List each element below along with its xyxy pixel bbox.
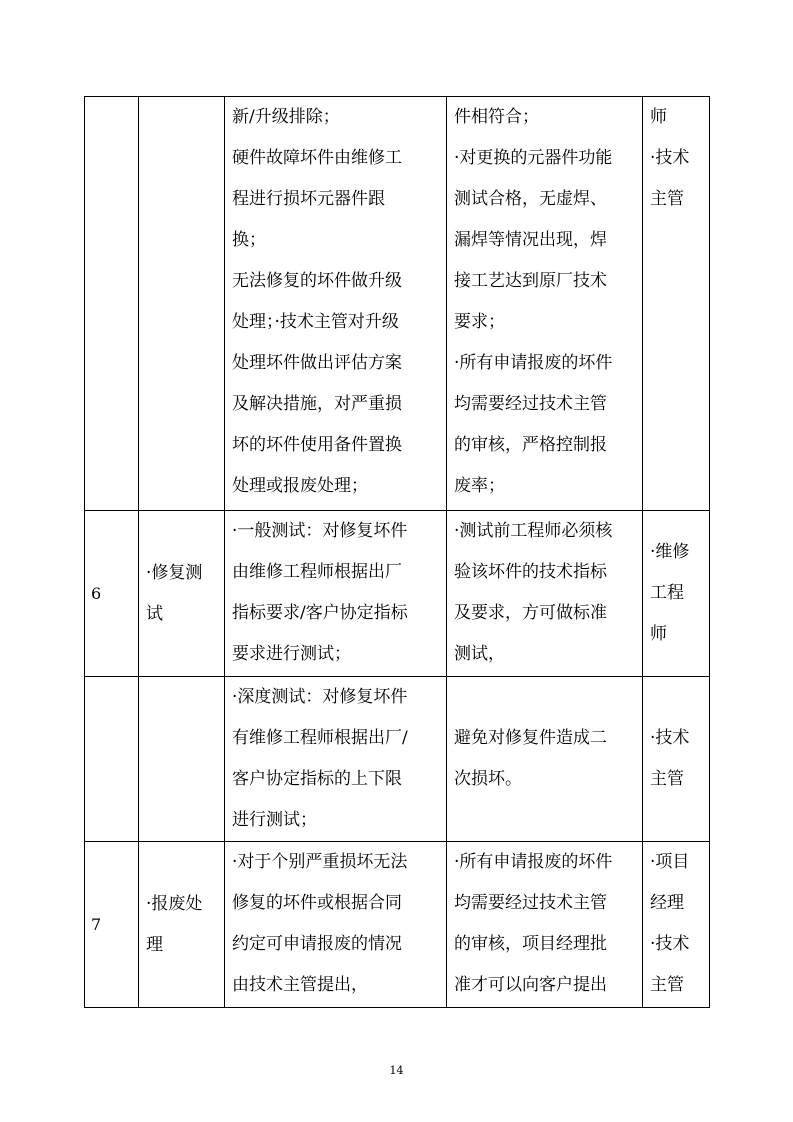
cell-number: [85, 842, 139, 1008]
table-row: [85, 677, 710, 842]
text-line: 及要求，方可做标准: [454, 603, 607, 623]
text-line: ·对更换的元器件功能: [454, 148, 613, 168]
table-row: [85, 842, 710, 1008]
cell-owner: [643, 842, 710, 1008]
text-line: 处理；·技术主管对升级: [232, 312, 399, 332]
text-line: ·测试前工程师必须核: [454, 521, 613, 541]
text-line: 指标要求/客户协定指标: [232, 603, 408, 623]
text-line: 约定可申请报废的情况: [232, 934, 402, 954]
text-line: ·维修: [650, 542, 690, 562]
text-line: 坏的坏件使用备件置换: [232, 435, 402, 455]
cell-method: [225, 842, 447, 1008]
text-line: 的审核，严格控制报: [454, 435, 607, 455]
text-line: 均需要经过技术主管: [454, 893, 607, 913]
text-line: 要求进行测试；: [232, 644, 351, 664]
cell-step: [139, 97, 225, 511]
text-line: ·项目: [650, 852, 690, 872]
text-line: 的审核，项目经理批: [454, 934, 607, 954]
text-line: 次损坏。: [454, 769, 522, 789]
text-line: 处理坏件做出评估方案: [232, 353, 402, 373]
cell-method: [225, 97, 447, 511]
step-number: 6: [91, 584, 102, 603]
text-line: 避免对修复件造成二: [454, 728, 607, 748]
text-line: 无法修复的坏件做升级: [232, 271, 402, 291]
cell-number: [85, 97, 139, 511]
text-line: 由技术主管提出，: [232, 975, 368, 995]
cell-step: [139, 842, 225, 1008]
text-line: ·修复测: [146, 562, 203, 583]
text-line: 有维修工程师根据出厂/: [232, 728, 408, 748]
text-line: 废率；: [454, 476, 505, 496]
text-line: ·一般测试：对修复坏件: [232, 521, 408, 541]
table-row: [85, 97, 710, 511]
text-line: 主管: [650, 769, 684, 789]
text-line: 经理: [650, 893, 684, 913]
text-line: ·所有申请报废的坏件: [454, 353, 613, 373]
text-line: 修复的坏件或根据合同: [232, 893, 402, 913]
text-line: 测试合格，无虚焊、: [454, 189, 607, 209]
text-line: 处理或报废处理；: [232, 476, 368, 496]
text-line: 客户协定指标的上下限: [232, 769, 402, 789]
text-line: ·所有申请报废的坏件: [454, 852, 613, 872]
text-line: ·技术: [650, 728, 690, 748]
text-line: 进行测试；: [232, 810, 317, 830]
text-line: 由维修工程师根据出厂: [232, 562, 402, 582]
cell-owner: [643, 677, 710, 842]
text-line: 师: [650, 624, 667, 644]
text-line: 程进行损坏元器件跟: [232, 189, 385, 209]
cell-method: [225, 511, 447, 677]
page-number: 14: [389, 1064, 404, 1077]
text-line: ·深度测试：对修复坏件: [232, 687, 408, 707]
text-line: ·技术: [650, 934, 690, 954]
text-line: ·对于个别严重损坏无法: [232, 852, 408, 872]
text-line: 漏焊等情况出现，焊: [454, 230, 607, 250]
cell-step: [139, 677, 225, 842]
text-line: 主管: [650, 975, 684, 995]
text-line: 换；: [232, 230, 266, 250]
cell-number: [85, 511, 139, 677]
text-line: 主管: [650, 189, 684, 209]
text-line: 准才可以向客户提出: [454, 975, 607, 995]
cell-standard: [447, 97, 643, 511]
cell-step: [139, 511, 225, 677]
text-line: 试: [146, 603, 163, 624]
text-line: 及解决措施，对严重损: [232, 394, 402, 414]
text-line: 件相符合；: [454, 107, 539, 127]
text-line: 接工艺达到原厂技术: [454, 271, 607, 291]
text-line: ·报废处: [146, 893, 203, 914]
step-number: 7: [91, 915, 102, 934]
text-line: 工程: [650, 583, 684, 603]
cell-owner: [643, 511, 710, 677]
cell-method: [225, 677, 447, 842]
text-line: ·技术: [650, 148, 690, 168]
text-line: 要求；: [454, 312, 505, 332]
text-line: 理: [146, 934, 163, 955]
cell-owner: [643, 97, 710, 511]
text-line: 新/升级排除；: [232, 107, 340, 127]
cell-standard: [447, 511, 643, 677]
cell-standard: [447, 842, 643, 1008]
cell-number: [85, 677, 139, 842]
text-line: 师: [650, 107, 667, 127]
cell-standard: [447, 677, 643, 842]
text-line: 验该坏件的技术指标: [454, 562, 607, 582]
text-line: 硬件故障坏件由维修工: [232, 148, 402, 168]
table-row: [85, 511, 710, 677]
text-line: 测试，: [454, 644, 505, 664]
text-line: 均需要经过技术主管: [454, 394, 607, 414]
process-table: [84, 96, 710, 1008]
